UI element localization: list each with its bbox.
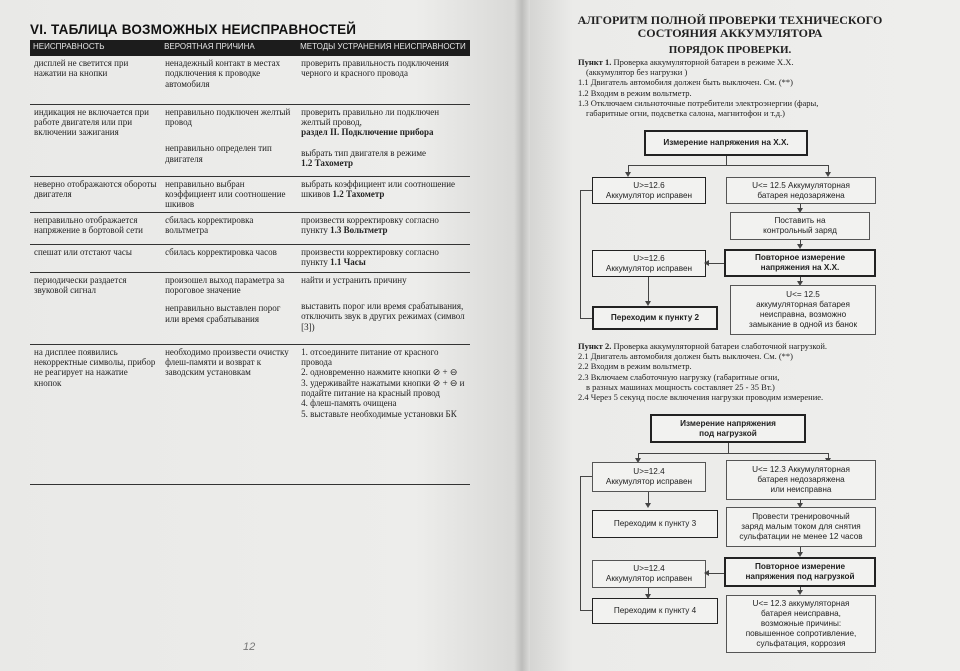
flow1-faulty-line2: аккумуляторная батарея	[756, 300, 850, 310]
book-spine	[514, 0, 530, 671]
flow2-start-box	[650, 414, 806, 443]
flow1-low-box	[726, 177, 876, 204]
flow1-faulty-line1: U<= 12.5	[786, 290, 820, 300]
flow1-ok-line2: Аккумулятор исправен	[605, 190, 693, 200]
flow2-repeat-line2: напряжения под нагрузкой	[745, 572, 855, 581]
fix-text-2-body: выбрать тип двигателя в режиме	[301, 147, 427, 158]
fix-reference: раздел II. Подключение прибора	[301, 127, 434, 138]
fix-cell	[297, 344, 470, 484]
cause-cell: неправильно выбран коэффициент или соотношение шкивов	[161, 176, 297, 212]
flow1-repeat-box	[724, 249, 876, 277]
table-row	[30, 176, 470, 212]
fix-reference: 1.2 Тахометр	[332, 188, 385, 199]
step-1-line: Проверка аккумуляторной батареи в режиме Х.Х.	[613, 57, 794, 67]
table-row	[30, 272, 470, 344]
fix-cell	[297, 176, 470, 212]
fix-reference: 1.3 Вольтметр	[330, 224, 388, 235]
fault-cell: периодически раздается звуковой сигнал	[30, 272, 161, 344]
flow1-repeat-line2: напряжения на Х.Х.	[760, 263, 840, 272]
flow1-repeat-line1: Повторное измерение	[754, 253, 846, 263]
cause-cell: необходимо произвести очистку флеш-памяти и возврат к заводским установкам	[161, 344, 297, 484]
step-1-line: (аккумулятор без нагрузки )	[586, 67, 688, 78]
fault-cell: спешат или отстают часы	[30, 244, 161, 272]
flow1-ok2-line2: Аккумулятор исправен	[605, 263, 693, 273]
flow1-low-line1: U<= 12.5 Аккумуляторная	[752, 180, 850, 190]
step-2-line: в разных машинах мощность составляет 25 - 35 Вт.)	[586, 381, 775, 392]
fix-text: выбрать коэффициент или соотношение шкивов	[301, 178, 456, 199]
fault-cell: на дисплее появились некорректные символы, прибор не реагирует на нажатие кнопок	[30, 344, 161, 484]
flow1-faulty-line3: неисправна, возможно	[759, 310, 847, 319]
flow2-train-line1: Провести тренировочный	[752, 512, 850, 522]
step-1-line: 1.1 Двигатель автомобиля должен быть выключен. См. (**)	[578, 77, 794, 88]
fix-text: найти и устранить причину	[301, 274, 407, 285]
step-2-line: 2.2 Входим в режим вольтметр.	[578, 361, 692, 372]
fix-text: проверить правильно ли подключен желтый провод,	[301, 106, 440, 127]
flow2-ok-line1: U>=12.4	[633, 467, 665, 477]
step-2-text	[578, 341, 918, 402]
flow2-train-line3: сульфатации не менее 12 часов	[739, 531, 863, 541]
table-row	[30, 344, 470, 484]
flow1-faulty-box	[730, 285, 876, 335]
fault-cell: неправильно отображается напряжение в бортовой сети	[30, 212, 161, 244]
flow2-ok-line2: Аккумулятор исправен	[605, 477, 693, 486]
fix-text-2: выставить порог или время срабатывания, отключить звук в других режимах (символ [3])	[301, 300, 465, 332]
step-2-line: Проверка аккумуляторной батареи слаботочной нагрузкой.	[613, 341, 827, 351]
step-1-line: 1.3 Отключаем сильноточные потребители электроэнергии (фары,	[578, 97, 819, 108]
fix-reference-2: 1.2 Тахометр	[301, 157, 354, 168]
cause-cell	[161, 104, 297, 176]
flow2-train-line2: заряд малым током для снятия	[741, 522, 861, 532]
fix-text: произвести корректировку согласно пункту	[301, 214, 439, 235]
fix-step: 4. флеш-память очищена	[301, 398, 397, 409]
cause-text: неправильно подключен желтый провод	[165, 106, 291, 127]
table-row	[30, 212, 470, 244]
flow2-faulty-line1: U<= 12.3 аккумуляторная	[752, 599, 850, 609]
flow2-ok2-line2: Аккумулятор исправен	[605, 574, 693, 583]
flow2-faulty-box	[726, 595, 876, 653]
step-1-text	[578, 57, 898, 118]
flow2-ok2-box	[592, 560, 706, 588]
flow2-ok2-line1: U>=12.4	[633, 564, 665, 574]
column-header-cause: ВЕРОЯТНАЯ ПРИЧИНА	[161, 40, 297, 56]
fault-cell: индикация не включается при работе двигателя или при включении зажигания	[30, 104, 161, 176]
cause-cell	[161, 272, 297, 344]
cause-text-2: неправильно определен тип двигателя	[165, 143, 272, 164]
table-row	[30, 244, 470, 272]
fault-cell: неверно отображаются обороты двигателя	[30, 176, 161, 212]
flow1-charge-line2: контрольный заряд	[763, 226, 837, 235]
title-line-2: СОСТОЯНИЯ АККУМУЛЯТОРА	[637, 26, 823, 41]
faults-table	[30, 40, 470, 485]
flow2-low-line1: U<= 12.3 Аккумуляторная	[752, 465, 850, 475]
flow2-faulty-line5: сульфатация, коррозия	[756, 638, 846, 648]
fix-step: 5. выставьте необходимые установки БК	[301, 408, 457, 419]
fix-cell	[297, 244, 470, 272]
fix-cell	[297, 272, 470, 344]
flow2-start-line2: под нагрузкой	[699, 428, 757, 438]
flow2-faulty-line3: возможные причины:	[760, 619, 842, 629]
flow1-faulty-line4: замыкание в одной из банок	[748, 319, 858, 329]
table-row	[30, 56, 470, 104]
flow2-ok-box	[592, 462, 706, 492]
procedure-subtitle: ПОРЯДОК ПРОВЕРКИ.	[668, 44, 792, 56]
cause-cell: сбилась корректировка вольтметра	[161, 212, 297, 244]
flow1-ok-box	[592, 177, 706, 204]
fix-text-2	[301, 148, 466, 169]
flow1-ok2-box	[592, 250, 706, 277]
page-title: VI. ТАБЛИЦА ВОЗМОЖНЫХ НЕИСПРАВНОСТЕЙ	[30, 22, 357, 37]
fix-step: 3. удерживайте нажатыми кнопки ⊘ + ⊖ и подайте питание на красный провод	[301, 377, 465, 398]
title-line-1: АЛГОРИТМ ПОЛНОЙ ПРОВЕРКИ ТЕХНИЧЕСКОГО	[577, 13, 883, 27]
step-2-line: 2.1 Двигатель автомобиля должен быть выключен. См. (**)	[578, 351, 794, 362]
right-page	[520, 0, 960, 671]
flow2-low-box	[726, 460, 876, 500]
flow2-repeat-line1: Повторное измерение	[754, 562, 846, 572]
flow1-low-line2: батарея недозаряжена	[757, 190, 845, 200]
table-header-row	[30, 40, 470, 56]
flow1-ok-line1: U>=12.6	[633, 180, 665, 190]
flow2-train-box	[726, 507, 876, 547]
fix-step: 2. одновременно нажмите кнопки ⊘ + ⊖	[301, 367, 458, 378]
algorithm-title	[560, 14, 900, 40]
cause-cell: ненадежный контакт в местах подключения к проводке автомобиля	[161, 56, 297, 104]
fault-cell: дисплей не светится при нажатии на кнопки	[30, 56, 161, 104]
flow2-goto3-box: Переходим к пункту 3	[592, 510, 718, 538]
cause-cell: сбилась корректировка часов	[161, 244, 297, 272]
fix-text: произвести корректировку согласно пункту	[301, 246, 439, 267]
step-1-line: габаритные огни, подсветка салона, магнитофон и т.д.)	[586, 107, 786, 118]
step-2-head: Пункт 2.	[578, 341, 612, 351]
fix-cell	[297, 104, 470, 176]
flow2-start-line1: Измерение напряжения	[680, 418, 776, 428]
step-1-line: 1.2 Входим в режим вольтметр.	[578, 87, 692, 98]
flow1-ok2-line1: U>=12.6	[633, 253, 665, 263]
flow2-faulty-line4: повышенное сопротивление,	[745, 628, 857, 638]
table-row	[30, 104, 470, 176]
flow2-goto4-box: Переходим к пункту 4	[592, 598, 718, 624]
cause-text: произошел выход параметра за пороговое значение	[165, 274, 285, 295]
flow1-charge-box	[730, 212, 870, 240]
flow2-low-line2: батарея недозаряжена	[757, 475, 845, 485]
page-number: 12	[243, 641, 256, 653]
fix-cell	[297, 212, 470, 244]
step-2-line: 2.3 Включаем слаботочную нагрузку (габаритные огни,	[578, 371, 780, 382]
fix-step: 1. отсоедините питание от красного провода	[301, 346, 439, 367]
column-header-fix: МЕТОДЫ УСТРАНЕНИЯ НЕИСПРАВНОСТИ	[297, 40, 470, 56]
flow2-low-line3: или неисправна	[770, 484, 832, 494]
flow2-faulty-line2: батарея неисправна,	[761, 609, 841, 619]
step-1-head: Пункт 1.	[578, 57, 612, 67]
column-header-fault: НЕИСПРАВНОСТЬ	[30, 40, 161, 56]
fix-cell: проверить правильность подключения черного и красного провода	[297, 56, 470, 104]
flow2-repeat-box	[724, 557, 876, 587]
flow1-start-box: Измерение напряжения на Х.Х.	[644, 130, 808, 156]
fix-reference: 1.1 Часы	[330, 256, 366, 267]
flow1-goto2-box: Переходим к пункту 2	[592, 306, 718, 330]
step-2-line: 2.4 Через 5 секунд после включения нагрузки проводим измерение.	[578, 391, 824, 402]
flow1-charge-line1: Поставить на	[774, 216, 826, 226]
cause-text-2: неправильно выставлен порог или время срабатывания	[165, 303, 281, 324]
